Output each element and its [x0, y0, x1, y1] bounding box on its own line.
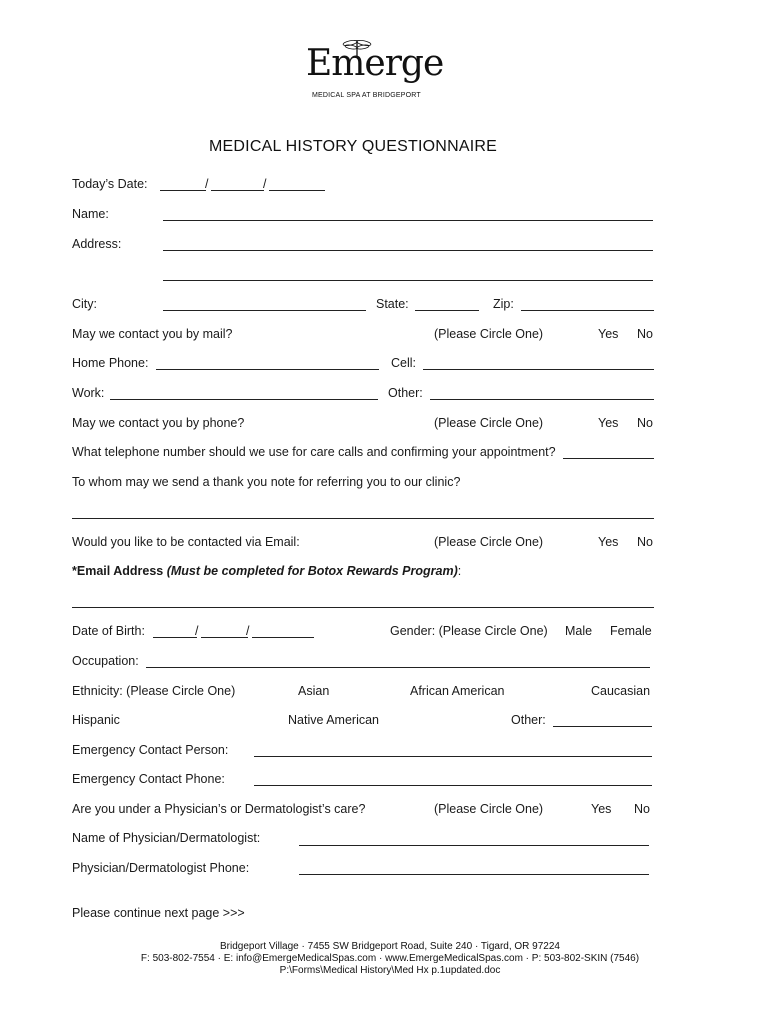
- ethnicity-other-label: Other:: [511, 713, 546, 727]
- cell-field[interactable]: [423, 369, 654, 370]
- name-label: Name:: [72, 207, 109, 221]
- todays-date-label: Today’s Date:: [72, 177, 148, 191]
- physician-care-question: Are you under a Physician’s or Dermatologist’s care?: [72, 802, 366, 816]
- email-address-field[interactable]: [72, 607, 654, 608]
- page-title: MEDICAL HISTORY QUESTIONNAIRE: [209, 138, 497, 155]
- email-contact-question: Would you like to be contacted via Email:: [72, 535, 300, 549]
- email-no-option[interactable]: No: [637, 535, 653, 549]
- physician-name-field[interactable]: [299, 845, 649, 846]
- date-month-field[interactable]: [160, 190, 206, 191]
- other-phone-field[interactable]: [430, 399, 654, 400]
- mail-contact-question: May we contact you by mail?: [72, 327, 233, 341]
- address-label: Address:: [72, 237, 122, 251]
- care-call-phone-question: What telephone number should we use for care calls and confirming your appointment?: [72, 445, 556, 459]
- email-address-title: *Email Address: [72, 564, 167, 578]
- gender-label: Gender: (Please Circle One): [390, 624, 548, 638]
- physician-phone-field[interactable]: [299, 874, 649, 875]
- home-phone-label: Home Phone:: [72, 356, 149, 370]
- email-address-note: (Must be completed for Botox Rewards Program): [166, 564, 458, 578]
- physician-name-label: Name of Physician/Dermatologist:: [72, 831, 261, 845]
- physician-phone-label: Physician/Dermatologist Phone:: [72, 861, 250, 875]
- referral-question: To whom may we send a thank you note for referring you to our clinic?: [72, 475, 461, 489]
- ethnicity-label: Ethnicity: (Please Circle One): [72, 684, 236, 698]
- footer-contact: F: 503-802-7554 · E: info@EmergeMedicalSpas.com · www.EmergeMedicalSpas.com · P: 503-802-SKIN (7546): [140, 953, 640, 964]
- emergency-contact-person-field[interactable]: [254, 756, 652, 757]
- footer-address: Bridgeport Village · 7455 SW Bridgeport Road, Suite 240 · Tigard, OR 97224: [219, 941, 560, 952]
- ethnicity-hispanic-option[interactable]: Hispanic: [72, 713, 120, 727]
- dob-separator: /: [195, 624, 199, 638]
- mail-yes-option[interactable]: Yes: [598, 327, 619, 341]
- dob-label: Date of Birth:: [72, 624, 145, 638]
- email-address-label: [72, 564, 461, 578]
- ethnicity-asian-option[interactable]: Asian: [298, 684, 330, 698]
- emergency-contact-phone-label: Emergency Contact Phone:: [72, 772, 225, 786]
- physician-no-option[interactable]: No: [634, 802, 650, 816]
- zip-label: Zip:: [493, 297, 514, 311]
- gender-female-option[interactable]: Female: [610, 624, 652, 638]
- date-separator: /: [263, 177, 267, 191]
- dob-day-field[interactable]: [201, 637, 248, 638]
- please-circle-one: (Please Circle One): [434, 416, 544, 430]
- cell-label: Cell:: [391, 356, 417, 370]
- zip-field[interactable]: [521, 310, 654, 311]
- footer-file-path: P:\Forms\Medical History\Med Hx p.1updated.doc: [279, 965, 501, 976]
- phone-yes-option[interactable]: Yes: [598, 416, 619, 430]
- care-call-phone-field[interactable]: [563, 458, 654, 459]
- ethnicity-caucasian-option[interactable]: Caucasian: [591, 684, 651, 698]
- please-circle-one: (Please Circle One): [434, 802, 544, 816]
- email-address-colon: :: [457, 564, 462, 578]
- mail-no-option[interactable]: No: [637, 327, 653, 341]
- date-day-field[interactable]: [211, 190, 264, 191]
- home-phone-field[interactable]: [156, 369, 379, 370]
- name-field[interactable]: [163, 220, 653, 221]
- dob-separator: /: [246, 624, 250, 638]
- state-label: State:: [376, 297, 409, 311]
- gender-male-option[interactable]: Male: [565, 624, 593, 638]
- address-field-line1[interactable]: [163, 250, 653, 251]
- date-year-field[interactable]: [269, 190, 325, 191]
- continue-next-page: Please continue next page >>>: [72, 906, 245, 920]
- work-label: Work:: [72, 386, 105, 400]
- occupation-field[interactable]: [146, 667, 650, 668]
- other-label: Other:: [388, 386, 423, 400]
- date-separator: /: [205, 177, 209, 191]
- referral-field[interactable]: [72, 518, 654, 519]
- physician-yes-option[interactable]: Yes: [591, 802, 612, 816]
- ethnicity-native-american-option[interactable]: Native American: [288, 713, 380, 727]
- address-field-line2[interactable]: [163, 280, 653, 281]
- phone-contact-question: May we contact you by phone?: [72, 416, 245, 430]
- state-field[interactable]: [415, 310, 479, 311]
- emergency-contact-phone-field[interactable]: [254, 785, 652, 786]
- please-circle-one: (Please Circle One): [434, 535, 544, 549]
- logo-subtitle: MEDICAL SPA AT BRIDGEPORT: [312, 92, 421, 99]
- city-label: City:: [72, 297, 97, 311]
- ethnicity-african-american-option[interactable]: African American: [410, 684, 505, 698]
- ethnicity-other-field[interactable]: [553, 726, 652, 727]
- emergency-contact-person-label: Emergency Contact Person:: [72, 743, 229, 757]
- work-phone-field[interactable]: [110, 399, 378, 400]
- please-circle-one: (Please Circle One): [434, 327, 544, 341]
- logo-wordmark: Emerge: [306, 43, 444, 84]
- city-field[interactable]: [163, 310, 366, 311]
- occupation-label: Occupation:: [72, 654, 139, 668]
- dob-month-field[interactable]: [153, 637, 197, 638]
- phone-no-option[interactable]: No: [637, 416, 653, 430]
- dob-year-field[interactable]: [252, 637, 314, 638]
- email-yes-option[interactable]: Yes: [598, 535, 619, 549]
